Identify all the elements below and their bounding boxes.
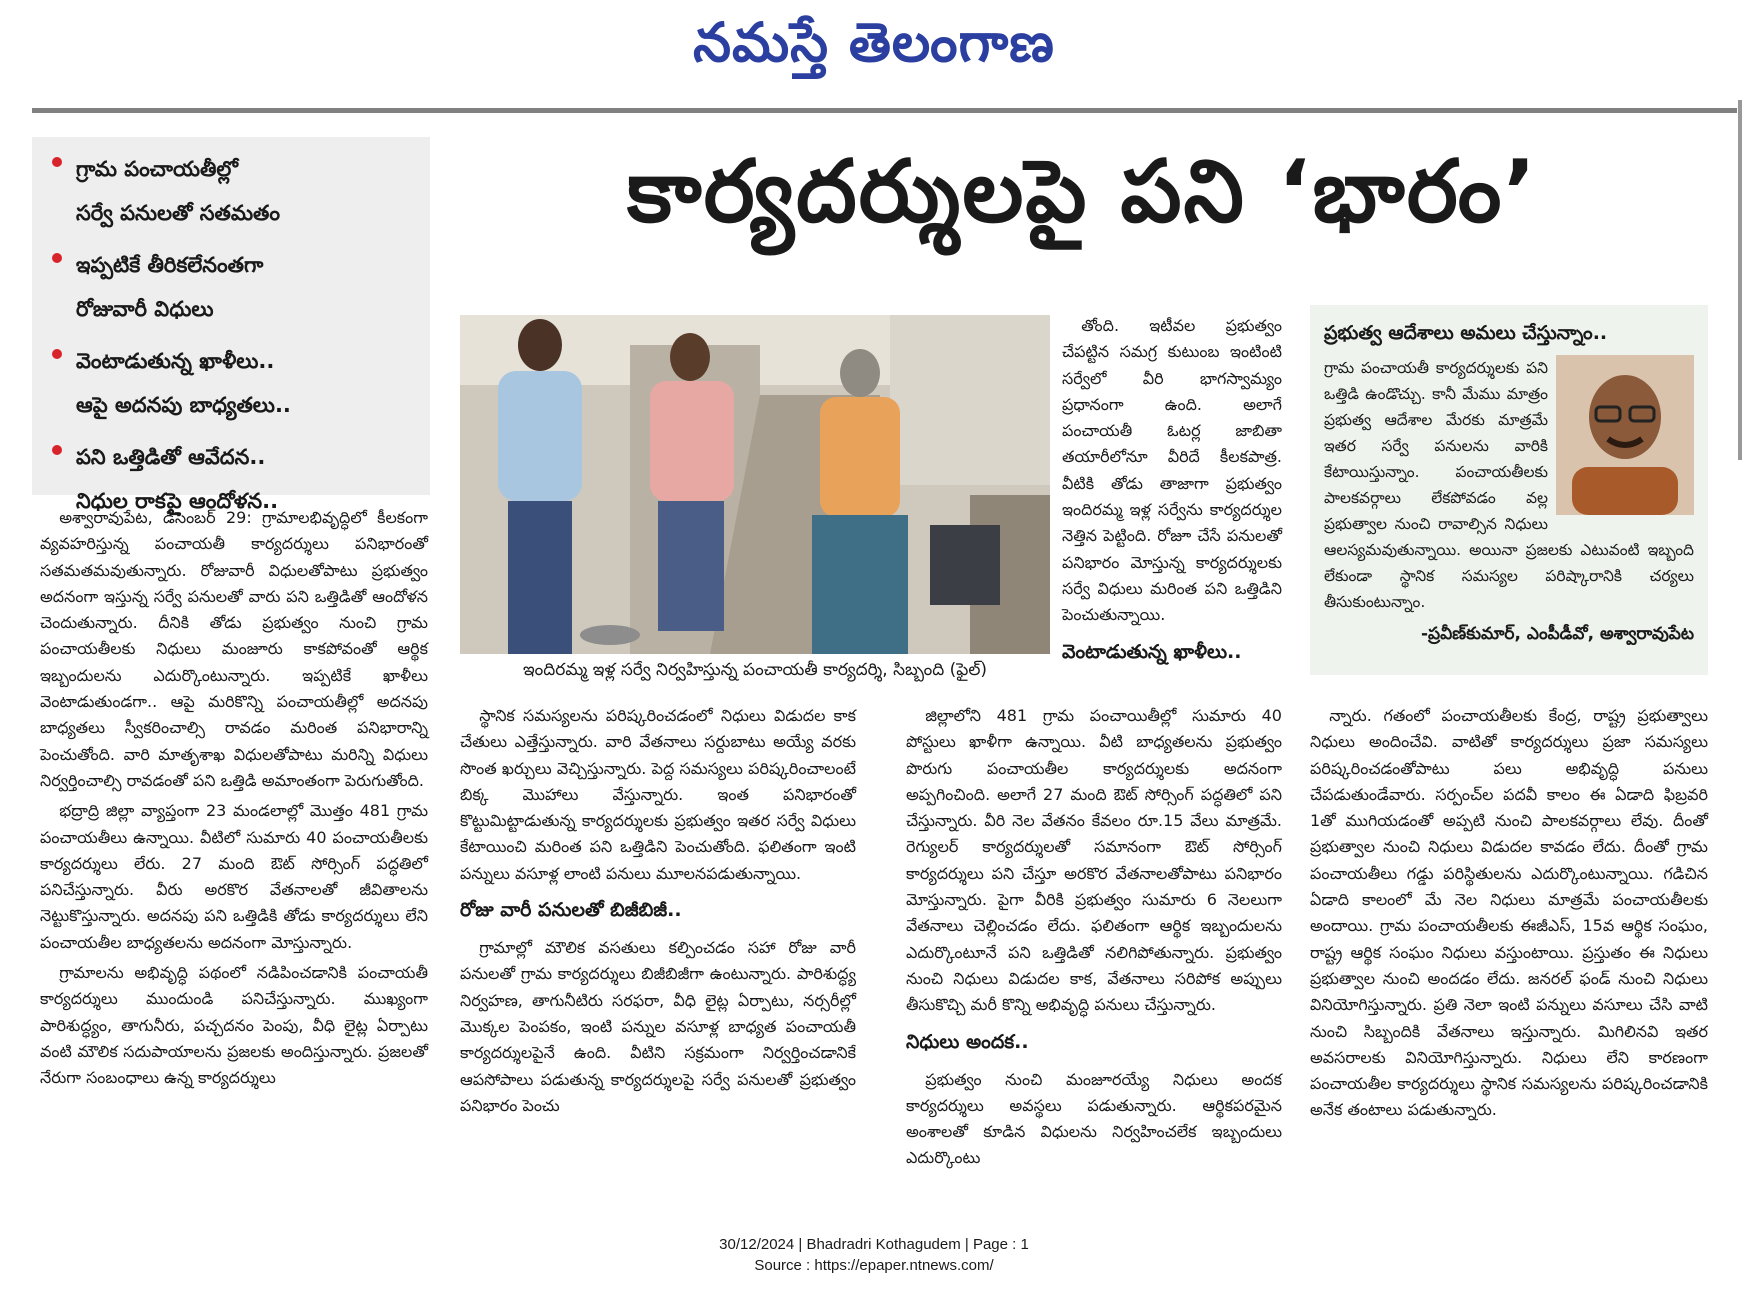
highlight-item — [46, 147, 430, 235]
article-paragraph: గ్రామాల్లో మౌలిక వసతులు కల్పించడం సహా రోజు వారీ పనులతో గ్రామ కార్యదర్శులు బిజీబిజీగా ఉంటున్నారు. పారిశుద్ధ్య నిర్వహణ, తాగునీటిరు సరఫరా, వీధి లైట్ల ఏర్పాటు, నర్సరీల్లో మొక్కల పెంపకం, ఇంటి పన్నుల వసూళ్ల బాధ్యత పంచాయతీ కార్యదర్శులపైనే ఉంది. వీటిని సక్రమంగా నిర్వర్తించడానికే ఆపసోపాలు పడుతున్న కార్యదర్శులపై సర్వే పనులతో ప్రభుత్వం పనిభారం పెంచు — [460, 938, 856, 1115]
article-column-1 — [40, 505, 428, 1096]
masthead-logo: నమస్తే తెలంగాణ — [693, 10, 1055, 74]
highlight-line: గ్రామ పంచాయతీల్లో — [76, 157, 238, 181]
official-portrait — [1556, 355, 1694, 515]
scrollbar[interactable] — [1738, 100, 1742, 460]
article-column-3b — [906, 703, 1282, 1176]
photo-caption: ఇందిరమ్మ ఇళ్ల సర్వే నిర్వహిస్తున్న పంచాయతీ కార్యదర్శి, సిబ్బంది (ఫైల్) — [522, 660, 988, 680]
highlight-line: నిధుల రాకపై ఆందోళన.. — [76, 489, 279, 513]
article-paragraph: తోంది. ఇటీవల ప్రభుత్వం చేపట్టిన సమగ్ర కుటుంబ ఇంటింటి సర్వేలో వీరి భాగస్వామ్యం ప్రధానంగా ఉంది. అలాగే పంచాయతీ ఓటర్ల జాబితా తయారీలోనూ వీరిదే కీలకపాత్ర. వీటికి తోడు తాజాగా ప్రభుత్వం ఇందిరమ్మ ఇళ్ల సర్వేను కార్యదర్శుల నెత్తిన పెట్టింది. రోజూ చేసే పనులతో పనిభారం మోస్తున్న కార్యదర్శులకు సర్వే విధులు మరింత పని ఒత్తిడిని పెంచుతున్నాయి. — [1062, 316, 1282, 625]
bullet-icon — [52, 349, 62, 359]
article-paragraph: ప్రభుత్వం నుంచి మంజూరయ్యే నిధులు అందక కార్యదర్శులు అవస్థలు పడుతున్నారు. ఆర్థికపరమైన అంశాలతో కూడిన విధులను నిర్వహించలేక ఇబ్బందులు ఎదుర్కొంటు — [906, 1069, 1282, 1168]
article-headline: కార్యదర్శులపై పని ‘భారం’ — [627, 142, 1538, 242]
section-subhead: వెంటాడుతున్న ఖాళీలు.. — [1062, 640, 1242, 663]
masthead-rule — [32, 108, 1737, 113]
article-column-4 — [1310, 703, 1708, 1128]
bullet-icon — [52, 157, 62, 167]
quote-signature: -ప్రవీణ్‌కుమార్, ఎంపీడీవో, అశ్వారావుపేట — [1420, 624, 1694, 644]
bullet-icon — [52, 445, 62, 455]
masthead — [0, 4, 1748, 94]
highlight-line: పని ఒత్తిడితో ఆవేదన.. — [76, 445, 266, 469]
highlights-box — [32, 137, 430, 513]
highlight-line: ఇప్పటికే తీరికలేనంతగా — [76, 253, 264, 277]
highlight-line: వెంటాడుతున్న ఖాళీలు.. — [76, 349, 275, 373]
section-subhead: నిధులు అందక.. — [906, 1030, 1029, 1053]
highlight-item — [46, 339, 430, 427]
article-paragraph: భద్రాద్రి జిల్లా వ్యాప్తంగా 23 మండలాల్లో మొత్తం 481 గ్రామ పంచాయతీలు ఉన్నాయి. వీటిలో సుమారు 40 పంచాయతీలకు కార్యదర్శులు లేరు. 27 మంది ఔట్ సోర్సింగ్ పద్ధతిలో పనిచేస్తున్నారు. వీరు అరకొర వేతనాలతో జీవితాలను నెట్టుకొస్తున్నారు. అదనపు పని ఒత్తిడికి తోడు కార్యదర్శులు లేని పంచాయతీల బాధ్యతలను అదనంగా మోస్తున్నారు. — [40, 801, 428, 952]
official-quote-box — [1310, 305, 1708, 675]
article-paragraph: జిల్లాలోని 481 గ్రామ పంచాయితీల్లో సుమారు 40 పోస్టులు ఖాళీగా ఉన్నాయి. వీటి బాధ్యతలను ప్రభుత్వం పొరుగు పంచాయతీల కార్యదర్శులకు అదనంగా అప్పగించింది. అలాగే 27 మంది ఔట్ సోర్సింగ్ పద్ధతిలో పని చేస్తున్నారు. వీరి నెల వేతనం కేవలం రూ.15 వేలు మాత్రమే. రెగ్యులర్ కార్యదర్శులతో సమానంగా ఔట్ సోర్సింగ్ కార్యదర్శులు పని చేస్తూ అరకొర వేతనాలతోపాటు పనిభారం మోస్తున్నారు. పైగా వీరికి ప్రభుత్వం సుమారు 6 నెలలుగా వేతనాలు చెల్లించడం లేదు. ఫలితంగా ఆర్థిక ఇబ్బందులను ఎదుర్కొంటూనే పని ఒత్తిడితో నలిగిపోతున్నారు. ప్రభుత్వం నుంచి నిధులు విడుదల కాక, వేతనాలు సరిపోక అప్పులు తీసుకొచ్చి మరీ కొన్ని అభివృద్ధి పనులు చేస్తున్నారు. — [906, 706, 1282, 1015]
highlight-line: ఆపై అదనపు బాధ్యతలు.. — [76, 393, 291, 417]
article-paragraph: స్థానిక సమస్యలను పరిష్కరించడంలో నిధులు విడుదల కాక చేతులు ఎత్తేస్తున్నారు. వారి వేతనాలు సర్దుబాటు అయ్యే వరకు సొంత ఖర్చులు వెచ్చిస్తున్నారు. పెద్ద సమస్యలు పరిష్కరించాలంటే బిక్క మొహాలు వేస్తున్నారు. ఇంత పనిభారంతో కొట్టుమిట్టాడుతున్న కార్యదర్శులకు ప్రభుత్వం ఇతర సర్వే విధులు కేటాయించి మరింత పని ఒత్తిడిని పెంచుతోంది. ఫలితంగా ఇంటి పన్నులు వసూళ్ల లాంటి పనులు మూలనపడుతున్నాయి. — [460, 706, 856, 883]
quote-body: గ్రామ పంచాయతీ కార్యదర్శులకు పని ఒత్తిడి ఉండొచ్చు. కానీ మేము మాత్రం ప్రభుత్వ ఆదేశాల మేరకు మాత్రమే ఇతర సర్వే పనులను వారికి కేటాయిస్తున్నాం. పంచాయతీలకు పాలకవర్గాలు లేకపోవడం వల్ల ప్రభుత్వాల నుంచి రావాల్సిన నిధులు ఆలస్యమవుతున్నాయి. అయినా ప్రజలకు ఎటువంటి ఇబ్బంది లేకుండా స్థానిక సమస్యల పరిష్కారానికి చర్యలు తీసుకుంటున్నాం. — [1324, 359, 1694, 611]
article-photo — [460, 315, 1050, 654]
article-column-2 — [460, 703, 856, 1123]
article-paragraph: న్నారు. గతంలో పంచాయతీలకు కేంద్ర, రాష్ట్ర ప్రభుత్వాలు నిధులు అందించేవి. వాటితో కార్యదర్శులు ప్రజా సమస్యలు పరిష్కరించడంతోపాటు పలు అభివృద్ధి పనులు చేపడుతుండేవారు. సర్పంచ్‌ల పదవీ కాలం ఈ ఏడాది ఫిబ్రవరి 1తో ముగియడంతో అప్పటి నుంచి పాలకవర్గాలు లేవు. దీంతో ప్రభుత్వాల నుంచి నిధులు విడుదల కావడం లేదు. దీంతో గ్రామ పంచాయతీలు గడ్డు పరిస్థితులను ఎదుర్కొంటున్నాయి. గడిచిన ఏడాది కాలంలో మే నెల నిధులు మాత్రమే పంచాయతీలకు అందాయి. గ్రామ పంచాయతీలకు ఈజీఎస్, 15వ ఆర్థిక సంఘం, రాష్ట్ర ఆర్థిక సంఘం నిధులు వస్తుంటాయి. ప్రస్తుతం ఈ నిధులు ప్రభుత్వాల నుంచి అందడం లేదు. జనరల్ ఫండ్ నుంచి నిధులు వినియోగిస్తున్నారు. ప్రతి నెలా ఇంటి పన్నులు వసూలు చేసి వాటి నుంచి సిబ్బందికి వేతనాలు ఇస్తున్నారు. మిగిలినవి ఇతర అవసరాలకు వినియోగిస్తున్నారు. నిధులు లేని కారణంగా పంచాయతీల కార్యదర్శులు స్థానిక సమస్యలను పరిష్కరించడానికి అనేక తంటాలు పడుతున్నారు. — [1310, 706, 1708, 1120]
article-column-3a — [1062, 313, 1282, 677]
highlight-item — [46, 243, 430, 331]
footer-source-line: Source : https://epaper.ntnews.com/ — [754, 1257, 994, 1274]
highlight-line: సర్వే పనులతో సతమతం — [76, 201, 281, 225]
page-footer — [0, 1234, 1748, 1276]
footer-date-line: 30/12/2024 | Bhadradri Kothagudem | Page : 1 — [719, 1236, 1029, 1253]
bullet-icon — [52, 253, 62, 263]
quote-title: ప్రభుత్వ ఆదేశాలు అమలు చేస్తున్నాం.. — [1324, 322, 1608, 344]
article-paragraph: అశ్వారావుపేట, డిసెంబర్ 29: గ్రామాలభివృద్ధిలో కీలకంగా వ్యవహరిస్తున్న పంచాయతీ కార్యదర్శులు పనిభారంతో సతమతమవుతున్నారు. రోజువారీ విధులతోపాటు ప్రభుత్వం అదనంగా ఇస్తున్న సర్వే పనులతో వారు పని ఒత్తిడితో ఆందోళన చెందుతున్నారు. దీనికి తోడు ప్రభుత్వం నుంచి గ్రామ పంచాయతీలకు నిధులు మంజూరు కాకపోవంతో ఆర్థిక ఇబ్బందులను ఎదుర్కొంటున్నారు. ఇప్పటికే ఖాళీలు వెంటాడుతుండగా.. ఆపై మరికొన్ని పంచాయతీల్లో అదనపు బాధ్యతలు స్వీకరించాల్సి రావడం మరింత పనిభారాన్ని పెంచుతోంది. వారి మాతృశాఖ విధులతోపాటు మరిన్ని విధులు నిర్వర్తించాల్సి రావడంతో పని ఒత్తిడి అమాంతంగా పెరుగుతోంది. — [40, 508, 428, 790]
highlight-line: రోజువారీ విధులు — [76, 297, 214, 321]
article-paragraph: గ్రామాలను అభివృద్ధి పథంలో నడిపించడానికి పంచాయతీ కార్యదర్శులు ముందుండి పనిచేస్తున్నారు. ముఖ్యంగా పారిశుద్ధ్యం, తాగునీరు, పచ్చదనం పెంపు, వీధి లైట్ల ఏర్పాటు వంటి మౌలిక సదుపాయాలను ప్రజలకు అందిస్తున్నారు. ప్రజలతో నేరుగా సంబంధాలు ఉన్న కార్యదర్శులు — [40, 963, 428, 1088]
section-subhead: రోజు వారీ పనులతో బిజీబిజీ.. — [460, 899, 682, 922]
survey-photo-illustration — [460, 315, 1050, 654]
official-portrait-image — [1556, 355, 1694, 515]
